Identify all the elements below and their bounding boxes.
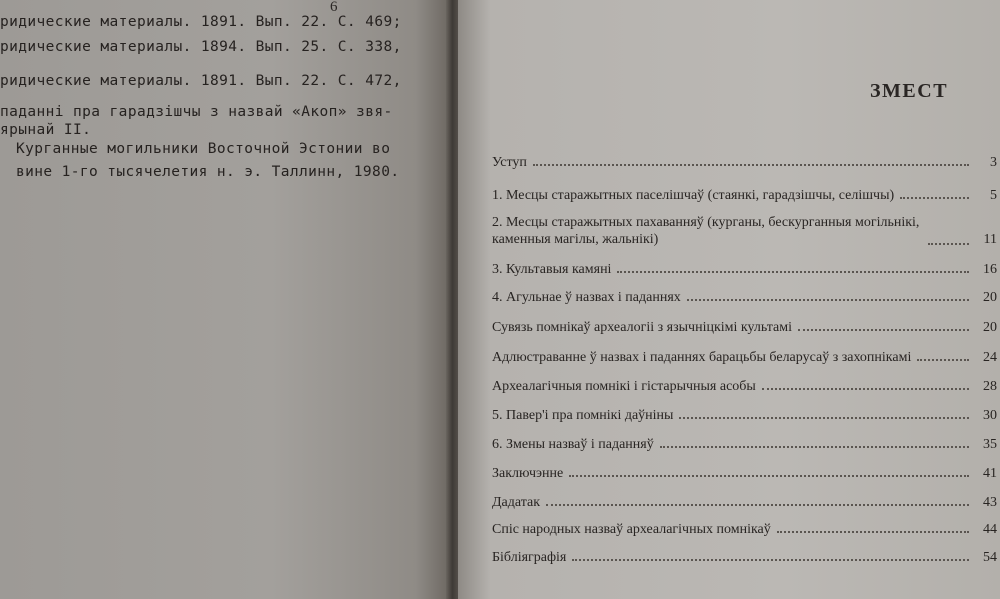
toc-entry-page: 41	[983, 466, 997, 481]
toc-entry-label: Заключэнне	[492, 466, 564, 481]
toc-entry-label: Дадатак	[492, 495, 541, 510]
toc-entry-page: 43	[983, 495, 997, 510]
toc-entry-page: 28	[983, 379, 997, 394]
toc-entry-page: 20	[983, 290, 997, 305]
right-page	[458, 0, 1000, 599]
toc-entry	[492, 408, 997, 424]
footnote-line: ридические материалы. 1891. Вып. 22. С. 469;	[0, 14, 402, 30]
toc-entry-label: 1. Месцы старажытных паселішчаў (стаянкі, гарадзішчы, селішчы)	[492, 188, 895, 203]
toc-entry-label: Уступ	[492, 155, 527, 170]
toc-entry-label: Адлюстраванне ў назвах і паданнях барацьбы беларусаў з захопнікамі	[492, 350, 912, 365]
toc-entry-label: 6. Змены назваў і паданняў	[492, 437, 654, 452]
toc-entry-label: Археалагічныя помнікі і гістарычныя асобы	[492, 379, 756, 394]
toc-title: ЗМЕСТ	[870, 80, 949, 102]
toc-entry-page: 24	[983, 350, 997, 365]
footnote-line: Курганные могильники Восточной Эстонии во	[16, 141, 391, 157]
footnote-line: ярынай II.	[0, 122, 92, 138]
toc-entry	[492, 522, 997, 538]
toc-entry	[492, 437, 997, 453]
toc-entry	[492, 550, 997, 566]
toc-entry	[492, 262, 997, 278]
toc-entry-page: 35	[983, 437, 997, 452]
footnote-line: ридические материалы. 1891. Вып. 22. С. 472,	[0, 73, 402, 89]
toc-entry	[492, 495, 997, 511]
toc-entry	[492, 379, 997, 395]
toc-entry	[492, 214, 997, 248]
toc-entry	[492, 320, 997, 336]
toc-entry-label: 3. Культавыя камяні	[492, 262, 612, 277]
toc-entry	[492, 290, 997, 306]
toc-entry-page: 16	[983, 262, 997, 277]
footnote-line: паданні пра гарадзішчы з назвай «Акоп» звя-	[0, 104, 393, 120]
toc-entry-page: 20	[983, 320, 997, 335]
footnote-line: вине 1-го тысячелетия н. э. Таллинн, 1980.	[16, 164, 400, 180]
footnote-line: ридические материалы. 1894. Вып. 25. С. 338,	[0, 39, 402, 55]
toc-entry-page: 54	[983, 550, 997, 565]
toc-entry-page: 11	[983, 232, 997, 247]
toc-entry-page: 3	[990, 155, 997, 170]
toc-entry-page: 44	[983, 522, 997, 537]
toc-entry-label: Бібліяграфія	[492, 550, 567, 565]
toc-entry-page: 30	[983, 408, 997, 423]
toc-entry-label: 2. Месцы старажытных пахаванняў (курганы, бескурганныя могільнікі, каменныя магілы, жальнікі)	[492, 215, 920, 247]
left-page	[0, 0, 452, 599]
toc-entry-label: 5. Павер'і пра помнікі даўніны	[492, 408, 674, 423]
toc-entry	[492, 466, 997, 482]
toc-entry-label: Сувязь помнікаў археалогіі з язычніцкімі культамі	[492, 320, 792, 335]
toc-entry	[492, 188, 997, 204]
toc-entry	[492, 350, 997, 366]
toc-entry	[492, 155, 997, 171]
toc-entry-label: Спіс народных назваў археалагічных помнікаў	[492, 522, 771, 537]
toc-entry-page: 5	[990, 188, 997, 203]
page-number: 6	[330, 0, 338, 15]
toc-entry-label: 4. Агульнае ў назвах і паданнях	[492, 290, 681, 305]
